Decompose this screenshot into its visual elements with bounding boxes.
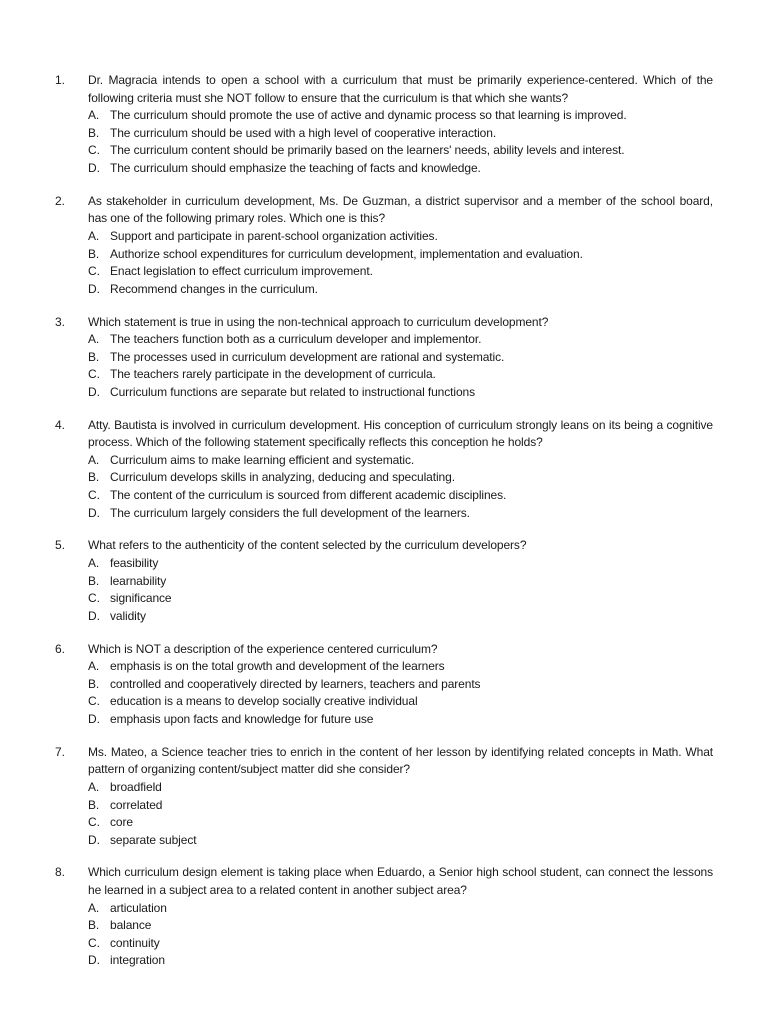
option-item [88,487,713,505]
option-letter: D. [88,711,100,726]
option-text: Curriculum functions are separate but related to instructional functions [110,384,475,399]
option-letter: B. [88,573,100,588]
question-text: Atty. Bautista is involved in curriculum development. His conception of curriculum strongly leans on its being a cognitive process. Which of the following statement specifically reflects this conception he holds? [88,417,713,450]
option-item [88,608,713,626]
option-list [55,555,713,625]
option-item [88,814,713,832]
option-text: Authorize school expenditures for curriculum development, implementation and evaluation. [110,246,583,261]
question-item [55,72,713,178]
question-list [55,72,713,970]
option-letter: B. [88,125,100,140]
option-text: The curriculum content should be primarily based on the learners' needs, ability levels and interest. [110,143,625,158]
question-row [55,744,713,779]
question-row [55,314,713,332]
option-text: Recommend changes in the curriculum. [110,281,318,296]
option-item [88,107,713,125]
option-letter: A. [88,659,100,674]
option-text: emphasis upon facts and knowledge for future use [110,711,374,726]
option-letter: D. [88,281,100,296]
option-list [55,452,713,522]
option-text: controlled and cooperatively directed by learners, teachers and parents [110,676,481,691]
question-text: What refers to the authenticity of the content selected by the curriculum developers? [88,538,527,553]
option-letter: B. [88,246,100,261]
option-letter: B. [88,918,100,933]
option-letter: C. [88,488,100,503]
question-item [55,744,713,850]
option-letter: D. [88,608,100,623]
option-item [88,573,713,591]
option-item [88,917,713,935]
question-row [55,193,713,228]
option-text: integration [110,953,165,968]
option-text: continuity [110,935,160,950]
question-text: As stakeholder in curriculum development, Ms. De Guzman, a district supervisor and a member of the school board, has one of the following primary roles. Which one is this? [88,193,713,226]
question-number: 8. [55,865,66,880]
option-text: Curriculum develops skills in analyzing, deducing and speculating. [110,470,455,485]
option-item [88,331,713,349]
option-text: separate subject [110,832,197,847]
option-text: core [110,815,133,830]
option-letter: A. [88,452,100,467]
option-letter: A. [88,332,100,347]
question-row [55,864,713,899]
option-letter: C. [88,815,100,830]
option-text: The curriculum should promote the use of active and dynamic process so that learning is improved. [110,108,627,123]
option-item [88,832,713,850]
question-row [55,537,713,555]
option-item [88,590,713,608]
option-list [55,107,713,177]
question-number: 6. [55,641,66,656]
question-number: 5. [55,538,66,553]
question-text: Which curriculum design element is taking place when Eduardo, a Senior high school student, can connect the lessons he learned in a subject area to a related content in another subject area? [88,865,713,898]
option-text: feasibility [110,556,159,570]
option-letter: A. [88,108,100,123]
option-text: broadfield [110,779,162,794]
option-text: The curriculum largely considers the full development of the learners. [110,505,470,520]
option-letter: A. [88,228,100,243]
option-list [55,228,713,298]
option-item [88,711,713,729]
option-text: The curriculum should be used with a high level of cooperative interaction. [110,125,497,140]
option-item [88,142,713,160]
question-number: 1. [55,73,66,87]
option-text: education is a means to develop socially creative individual [110,694,418,709]
option-list [55,331,713,401]
option-text: Enact legislation to effect curriculum improvement. [110,264,373,279]
option-list [55,779,713,849]
option-text: articulation [110,900,167,915]
option-text: The processes used in curriculum development are rational and systematic. [110,349,505,364]
option-item [88,555,713,573]
option-letter: C. [88,694,100,709]
option-text: The teachers function both as a curriculum developer and implementor. [110,332,482,347]
option-letter: D. [88,160,100,175]
option-list [55,900,713,970]
option-text: Curriculum aims to make learning efficient and systematic. [110,452,415,467]
option-item [88,246,713,264]
option-letter: D. [88,832,100,847]
option-text: learnability [110,573,167,588]
option-letter: A. [88,779,100,794]
question-item [55,417,713,523]
option-letter: B. [88,349,100,364]
option-item [88,228,713,246]
option-text: correlated [110,797,163,812]
question-item [55,864,713,970]
option-item [88,797,713,815]
question-text: Which statement is true in using the non-technical approach to curriculum development? [88,314,549,329]
option-letter: B. [88,676,100,691]
question-text: Ms. Mateo, a Science teacher tries to enrich in the content of her lesson by identifying related concepts in Math. What pattern of organizing content/subject matter did she consider? [88,744,713,777]
option-letter: B. [88,797,100,812]
option-text: Support and participate in parent-school organization activities. [110,228,438,243]
question-number: 7. [55,744,66,759]
question-text: Dr. Magracia intends to open a school with a curriculum that must be primarily experience-centered. Which of the following criteria must she NOT follow to ensure that the curriculum is that which she wants? [88,73,713,105]
question-number: 3. [55,314,66,329]
option-letter: C. [88,935,100,950]
option-text: emphasis is on the total growth and development of the learners [110,659,445,674]
option-item [88,935,713,953]
option-item [88,349,713,367]
option-item [88,263,713,281]
question-item [55,314,713,402]
option-item [88,779,713,797]
option-item [88,952,713,970]
question-row [55,417,713,452]
question-number: 4. [55,417,66,432]
option-letter: A. [88,556,100,570]
option-item [88,384,713,402]
option-text: The content of the curriculum is sourced from different academic disciplines. [110,488,507,503]
option-letter: D. [88,384,100,399]
option-letter: A. [88,900,100,915]
option-letter: C. [88,143,100,158]
option-text: The curriculum should emphasize the teaching of facts and knowledge. [110,160,481,175]
question-number: 2. [55,193,66,208]
option-list [55,658,713,728]
option-letter: C. [88,591,100,606]
option-item [88,160,713,178]
question-row [55,72,713,107]
question-item [55,641,713,729]
question-item [55,537,713,625]
option-item [88,693,713,711]
option-item [88,125,713,143]
option-letter: C. [88,264,100,279]
option-item [88,658,713,676]
option-text: significance [110,591,172,606]
option-item [88,366,713,384]
option-item [88,505,713,523]
question-text: Which is NOT a description of the experience centered curriculum? [88,641,438,656]
option-text: The teachers rarely participate in the development of curricula. [110,367,436,382]
option-item [88,676,713,694]
question-row [55,641,713,659]
option-letter: D. [88,953,100,968]
option-item [88,900,713,918]
question-item [55,193,713,299]
option-letter: D. [88,505,100,520]
option-letter: B. [88,470,100,485]
option-item [88,281,713,299]
option-item [88,452,713,470]
option-item [88,469,713,487]
option-text: balance [110,918,152,933]
option-letter: C. [88,367,100,382]
option-text: validity [110,608,146,623]
